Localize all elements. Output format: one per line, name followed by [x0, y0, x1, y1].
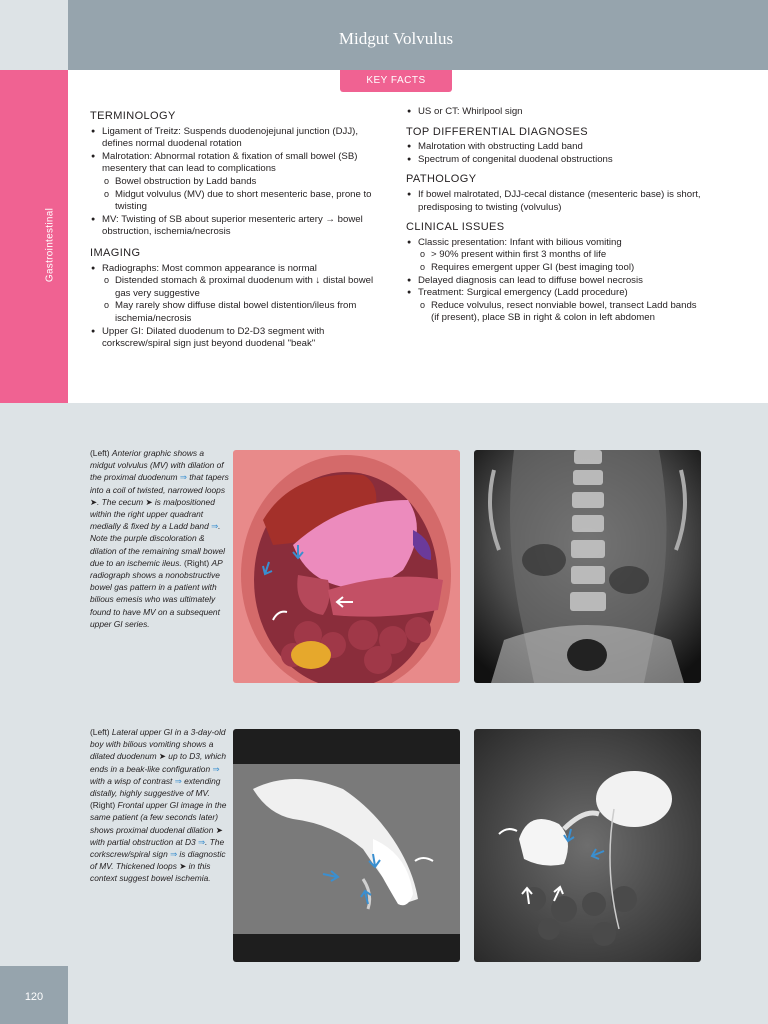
clinical-list [406, 237, 706, 325]
sub-list-item: o Reduce volvulus, resect nonviable bowel, transect Ladd bands (if present), place SB in right & colon in left abdomen [418, 300, 706, 325]
terminology-list [90, 126, 380, 239]
arrow-icon: ➤ [90, 496, 98, 507]
arrow-icon: ⇒ [179, 472, 187, 483]
section-label: Gastrointestinal [44, 207, 56, 283]
sub-list-item: o Distended stomach & proximal duodenum with ↓ distal bowel gas very suggestive [102, 275, 380, 300]
list-item: ● Malrotation: Abnormal rotation & fixation of small bowel (SB) mesentery that can lead to complications o Bowel obstruction by Ladd bands o Midgut volvulus (MV) due to short mesenteric base, prone to twisting [90, 151, 380, 214]
list-item: ● Spectrum of congenital duodenal obstructions [406, 154, 706, 167]
key-facts-right-column [406, 106, 706, 325]
arrow-icon: ⇒ [170, 849, 178, 860]
list-item: ● Radiographs: Most common appearance is normal o Distended stomach & proximal duodenum with ↓ distal bowel gas very suggestive o May rarely show diffuse distal bowel distention/ileus from ischemia/necrosis [90, 263, 380, 326]
imaging-continued-list [406, 106, 706, 119]
figure-illustration-volvulus [233, 450, 460, 683]
differential-heading: TOP DIFFERENTIAL DIAGNOSES [406, 125, 588, 138]
anatomic-graphic [233, 450, 460, 683]
clinical-heading: CLINICAL ISSUES [406, 221, 505, 234]
figure-caption-1: (Left) Anterior graphic shows a midgut volvulus (MV) with dilation of the proximal duodenum ⇒ that tapers into a coil of twisted, narrowed loops ➤. The cecum ➤ is malpositioned within the right upper quadrant medially & fixed by a Ladd band ⇒. Note the purple discoloration & dilation of the remaining small bowel due to an ischemic ileus. (Right) AP radiograph shows a nonobstructive bowel gas pattern in a patient with bilious emesis who was ultimately found to have MV on a subsequent upper GI series. [90, 448, 229, 629]
differential-list [406, 141, 706, 166]
imaging-heading: IMAGING [90, 246, 141, 259]
xray-image [474, 450, 701, 683]
key-facts-tab: KEY FACTS [340, 70, 452, 92]
list-item: ● US or CT: Whirlpool sign [406, 106, 706, 119]
terminology-heading: TERMINOLOGY [90, 110, 176, 122]
list-item: ● Treatment: Surgical emergency (Ladd procedure) o Reduce volvulus, resect nonviable bowel, transect Ladd bands (if present), place SB in right & colon in left abdomen [406, 287, 706, 325]
list-item: ● Ligament of Treitz: Suspends duodenojejunal junction (DJJ), defines normal duodenal rotation [90, 126, 380, 151]
header-corner [0, 0, 68, 70]
sub-list-item: o > 90% present within first 3 months of life [418, 249, 706, 262]
arrow-icon: ⇒ [198, 836, 206, 847]
page-title: Midgut Volvulus [338, 29, 454, 48]
key-facts-left-column [90, 106, 380, 351]
figure-frontal-upper-gi [474, 729, 701, 962]
list-item: ● If bowel malrotated, DJJ-cecal distance (mesenteric base) is short, predisposing to twisting (volvulus) [406, 189, 706, 214]
arrow-icon: ➤ [179, 861, 187, 872]
arrow-icon: ➤ [158, 751, 166, 762]
list-item: ● Upper GI: Dilated duodenum to D2-D3 segment with corkscrew/spiral sign just beyond duodenal "beak" [90, 326, 380, 351]
sub-list [418, 249, 706, 274]
sub-list [418, 300, 706, 325]
section-tab [0, 70, 68, 403]
arrow-icon: ⇒ [174, 775, 182, 786]
sub-list-item: o Midgut volvulus (MV) due to short mesenteric base, prone to twisting [102, 189, 380, 214]
upper-gi-lateral-image [233, 729, 460, 962]
upper-gi-frontal-image [474, 729, 701, 962]
figure-caption-2: (Left) Lateral upper GI in a 3-day-old boy with bilious vomiting shows a dilated duodenum ➤ up to D3, which ends in a beak-like configuration ⇒ with a wisp of contrast ⇒ extending distally, highly suggestive of MV. (Right) Frontal upper GI image in the same patient (a few seconds later) shows proximal duodenal dilation ➤ with partial obstruction at D3 ⇒. The corkscrew/spiral sign ⇒ is diagnostic of MV. Thickened loops ➤ in this context suggest bowel ischemia. [90, 727, 227, 884]
list-item: ● Classic presentation: Infant with bilious vomiting o > 90% present within first 3 months of life o Requires emergent upper GI (best imaging tool) [406, 237, 706, 275]
arrow-icon: ➤ [145, 496, 153, 507]
sub-list-item: o May rarely show diffuse distal bowel distention/ileus from ischemia/necrosis [102, 300, 380, 325]
list-item: ● Delayed diagnosis can lead to diffuse bowel necrosis [406, 275, 706, 288]
pathology-heading: PATHOLOGY [406, 173, 477, 186]
figure-lateral-upper-gi [233, 729, 460, 962]
figure-radiograph-ap [474, 450, 701, 683]
arrow-icon: ⇒ [212, 763, 220, 774]
page-number: 120 [0, 966, 68, 1024]
sub-list [102, 176, 380, 214]
list-item: ● Malrotation with obstructing Ladd band [406, 141, 706, 154]
sub-list-item: o Bowel obstruction by Ladd bands [102, 176, 380, 189]
sub-list [102, 275, 380, 325]
imaging-list [90, 263, 380, 351]
list-item: ● MV: Twisting of SB about superior mesenteric artery → bowel obstruction, ischemia/necrosis [90, 214, 380, 239]
arrow-icon: ➤ [215, 824, 223, 835]
pathology-list [406, 189, 706, 214]
arrow-icon: ⇒ [211, 521, 219, 532]
sub-list-item: o Requires emergent upper GI (best imaging tool) [418, 262, 706, 275]
